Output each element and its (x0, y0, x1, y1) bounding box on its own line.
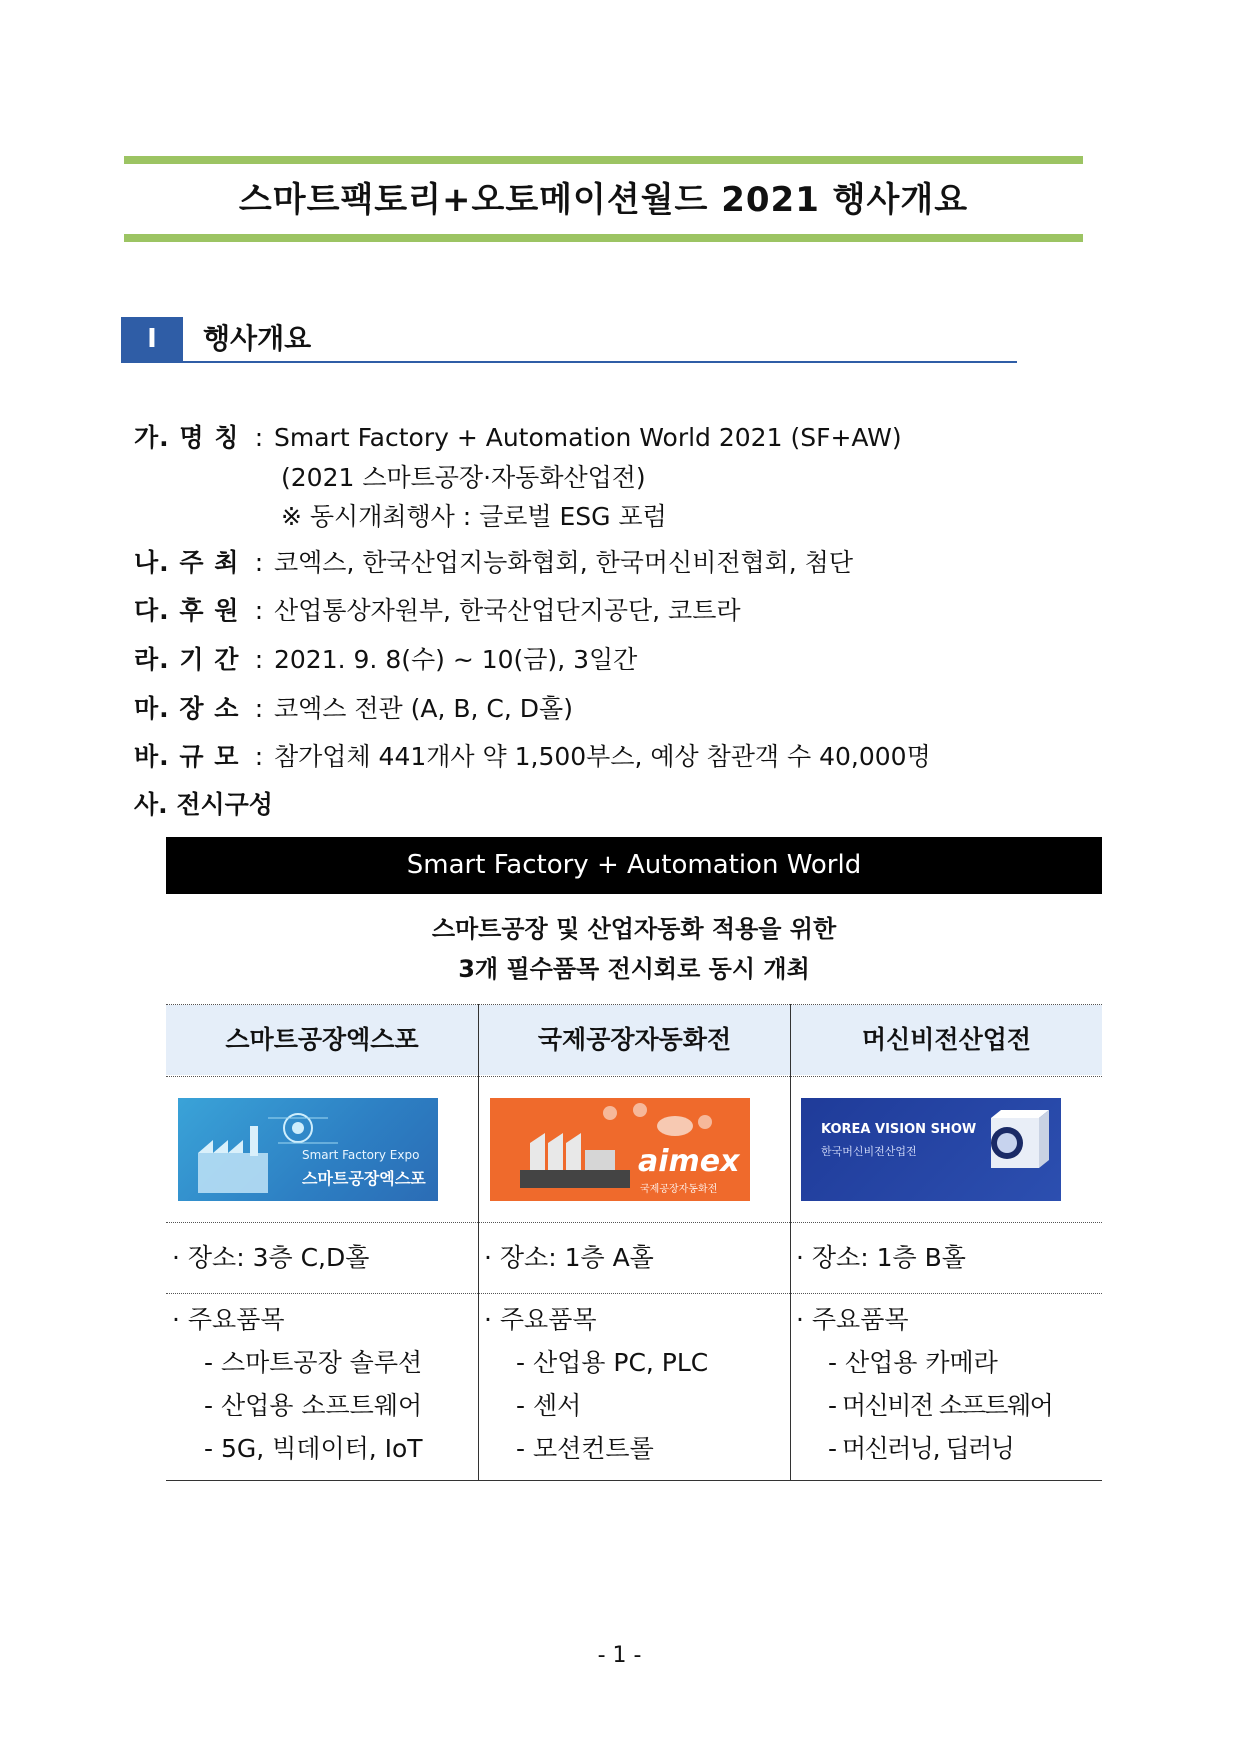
item-key: 마. 장 소 (134, 694, 240, 723)
table-rule (166, 1480, 1102, 1481)
item-scale: 바. 규 모 : 참가업체 441개사 약 1,500부스, 예상 참관객 수 40,000명 (134, 740, 931, 774)
column-header: 국제공장자동화전 (479, 1005, 790, 1075)
item-key: 바. 규 모 (134, 742, 240, 771)
banner-line: 국제공장자동화전 (640, 1184, 718, 1195)
items-label: · 주요품목 (172, 1305, 285, 1334)
page-number: - 1 - (597, 1643, 642, 1668)
location-text: · 장소: 1층 A홀 (484, 1243, 654, 1272)
item-key: 다. 후 원 (134, 596, 240, 625)
item-line: - 스마트공장 솔루션 (204, 1348, 423, 1377)
item-line: - 산업용 카메라 (828, 1348, 998, 1377)
item-line: - 머신러닝, 딥러닝 (828, 1434, 1014, 1463)
column-header: 스마트공장엑스포 (166, 1005, 478, 1075)
banner-line: 스마트공장엑스포 (302, 1169, 426, 1188)
column-divider (478, 1004, 479, 1481)
item-line: - 산업용 소프트웨어 (204, 1391, 423, 1420)
item-period: 라. 기 간 : 2021. 9. 8(수) ~ 10(금), 3일간 (134, 643, 637, 677)
item-line: - 5G, 빅데이터, IoT (204, 1434, 423, 1463)
column-divider (790, 1004, 791, 1481)
column-header: 머신비전산업전 (791, 1005, 1102, 1075)
item-name: 가. 명 칭 : Smart Factory + Automation World 2021 (SF+AW) (134, 421, 902, 455)
exhibition-key: 사. 전시구성 (134, 790, 273, 819)
table-rule (166, 1293, 1102, 1294)
title-bottom-bar (124, 234, 1083, 242)
banner-line: KOREA VISION SHOW (821, 1122, 977, 1137)
section-number: Ⅰ (121, 317, 183, 362)
exhibition-header: Smart Factory + Automation World (166, 837, 1102, 894)
location-text: · 장소: 3층 C,D홀 (172, 1243, 370, 1272)
item-value-line: (2021 스마트공장·자동화산업전) (281, 463, 646, 492)
item-sponsor: 다. 후 원 : 산업통상자원부, 한국산업단지공단, 코트라 (134, 594, 741, 628)
item-key: 라. 기 간 (134, 645, 240, 674)
korea-vision-show-banner (801, 1098, 1061, 1201)
title-top-bar (124, 156, 1083, 164)
item-value: Smart Factory + Automation World 2021 (SF+AW) (274, 423, 902, 452)
smart-factory-expo-banner (178, 1098, 438, 1201)
camera-icon (801, 1098, 1061, 1201)
item-key: 나. 주 최 (134, 548, 240, 577)
section-underline (121, 361, 1017, 363)
aimex-banner (490, 1098, 750, 1201)
item-value-line: ※ 동시개최행사 : 글로벌 ESG 포럼 (281, 502, 667, 531)
item-value: 코엑스 전관 (A, B, C, D홀) (274, 694, 573, 723)
document-title: 스마트팩토리+오토메이션월드 2021 행사개요 (238, 180, 969, 220)
banner-line: 한국머신비전산업전 (821, 1145, 917, 1158)
item-key: 가. 명 칭 (134, 423, 240, 452)
table-rule (166, 1004, 1102, 1005)
item-line: - 센서 (516, 1391, 582, 1420)
item-line: - 산업용 PC, PLC (516, 1348, 709, 1377)
items-label: · 주요품목 (484, 1305, 597, 1334)
item-venue: 마. 장 소 : 코엑스 전관 (A, B, C, D홀) (134, 692, 573, 726)
exhibition-intro-line: 3개 필수품목 전시회로 동시 개최 (458, 955, 810, 983)
item-value: 산업통상자원부, 한국산업단지공단, 코트라 (274, 596, 741, 625)
item-line: - 머신비전 소프트웨어 (828, 1391, 1053, 1420)
banner-line: Smart Factory Expo (302, 1148, 420, 1162)
section-title: 행사개요 (203, 322, 312, 355)
item-line: - 모션컨트롤 (516, 1434, 654, 1463)
table-rule (166, 1222, 1102, 1223)
item-value: 2021. 9. 8(수) ~ 10(금), 3일간 (274, 645, 638, 674)
exhibition-intro-line: 스마트공장 및 산업자동화 적용을 위한 (431, 915, 837, 943)
item-value: 참가업체 441개사 약 1,500부스, 예상 참관객 수 40,000명 (274, 742, 931, 771)
item-value: 코엑스, 한국산업지능화협회, 한국머신비전협회, 첨단 (274, 548, 853, 577)
banner-line: aimex (638, 1144, 740, 1179)
table-rule (166, 1076, 1102, 1077)
items-label: · 주요품목 (796, 1305, 909, 1334)
location-text: · 장소: 1층 B홀 (796, 1243, 966, 1272)
item-host: 나. 주 최 : 코엑스, 한국산업지능화협회, 한국머신비전협회, 첨단 (134, 546, 853, 580)
